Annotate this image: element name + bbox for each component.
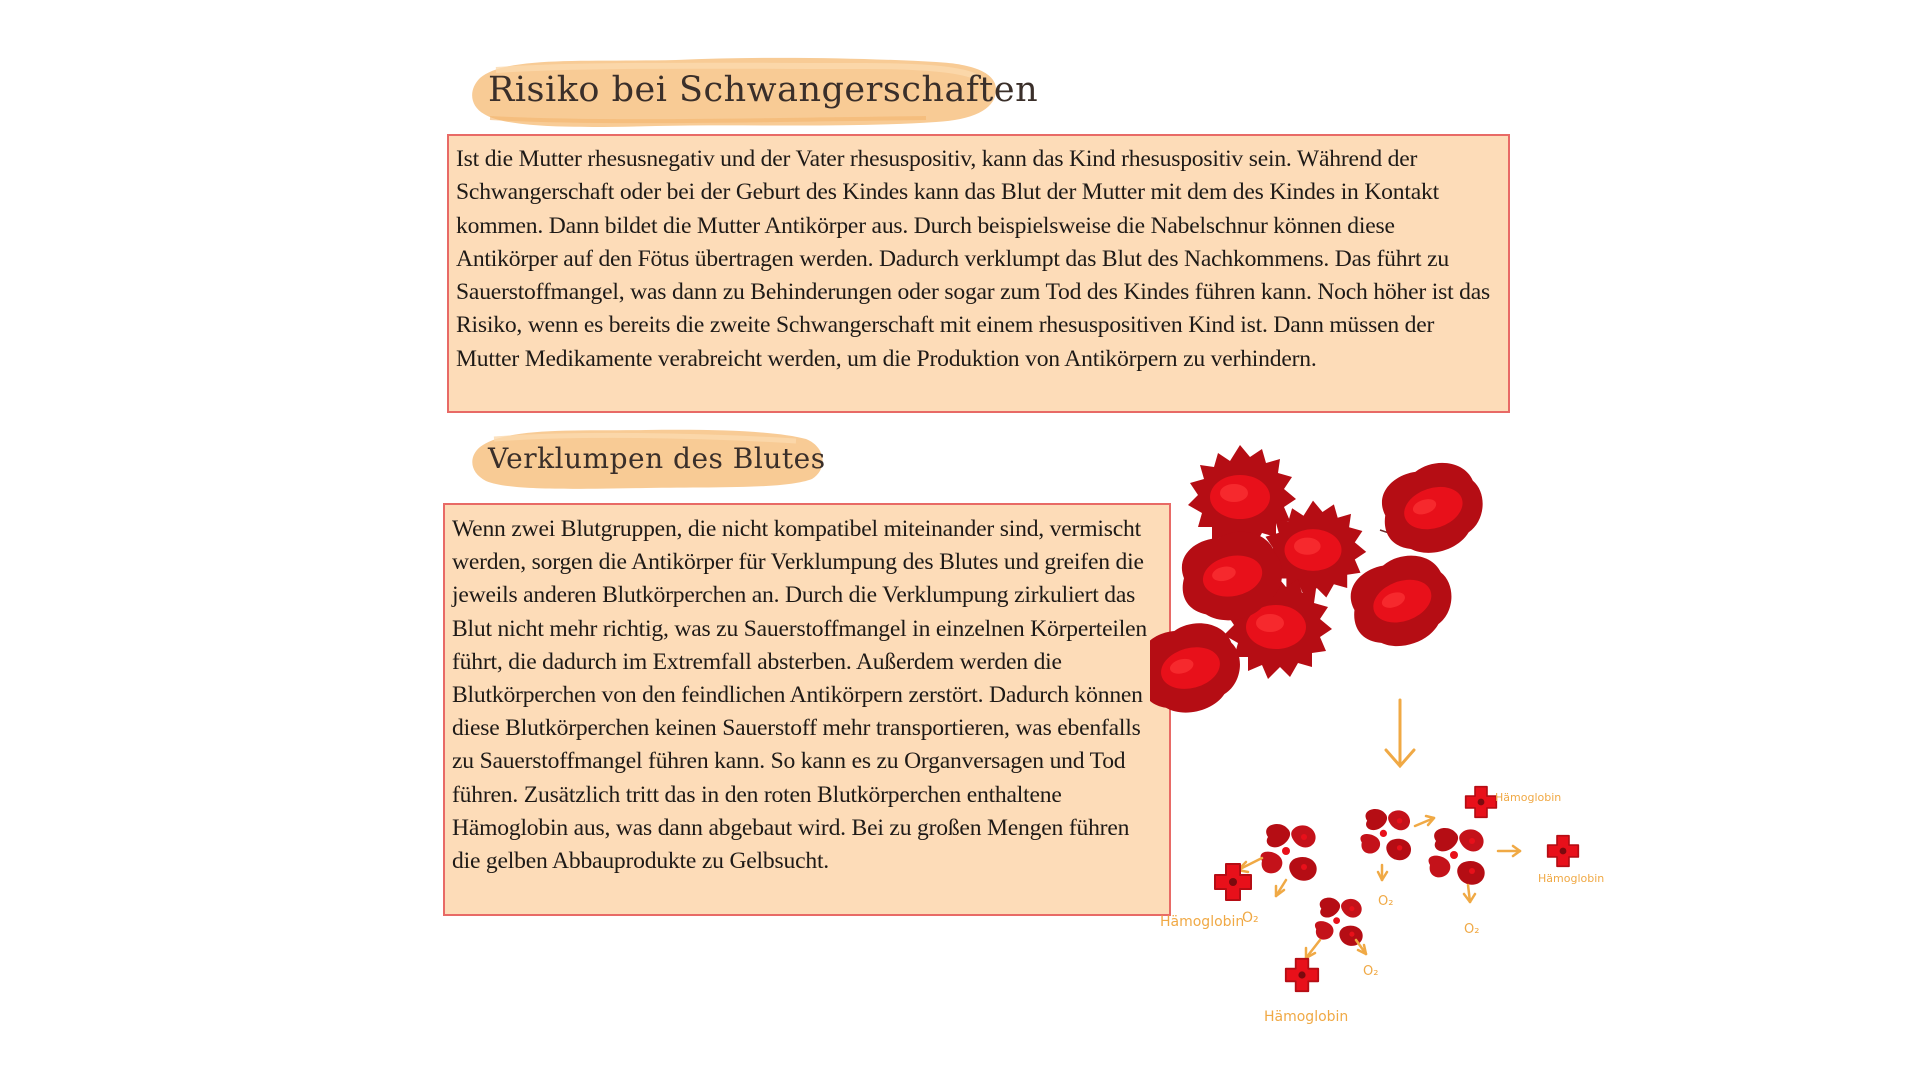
oxygen-label: O₂ [1464, 922, 1480, 937]
hemoglobin-icon [1286, 959, 1318, 991]
destroyed-cell [1360, 809, 1411, 860]
destroyed-cell [1261, 824, 1317, 881]
section-heading-clumping [466, 421, 830, 495]
destroyed-cell [1429, 828, 1485, 885]
oxygen-label: O₂ [1378, 894, 1394, 909]
hemoglobin-icon [1548, 836, 1579, 867]
risk-text-box [447, 134, 1510, 413]
down-arrow-icon [1386, 700, 1414, 766]
hemoglobin-icon [1466, 787, 1497, 818]
illustration-drawing [1150, 440, 1610, 1040]
destroyed-cell [1315, 898, 1363, 946]
clumping-paragraph: Wenn zwei Blutgruppen, die nicht kompatibel miteinander sind, vermischt werden, sorgen die Antikörper für Verklumpung des Blutes und greifen die jeweils anderen Blutkörperchen an. Durch die Verklumpung zirkuliert das Blut nicht mehr richtig, was zu Sauerstoffmangel in einzelnen Körperteilen führt, die dadurch im Extremfall absterben. Außerdem werden die Blutkörperchen von den feindlichen Antikörpern zerstört. Dadurch können diese Blutkörperchen keinen Sauerstoff mehr transportieren, was ebenfalls zu Sauerstoffmangel führen kann. So kann es zu Organversagen und Tod führen. Zusätzlich tritt das in den roten Blutkörperchen enthaltene Hämoglobin aus, was dann abgebaut wird. Bei zu großen Mengen führen die gelben Abbauprodukte zu Gelbsucht. [452, 516, 1147, 875]
hemoglobin-label: Hämoglobin [1160, 914, 1245, 930]
risk-paragraph: Ist die Mutter rhesusnegativ und der Vater rhesuspositiv, kann das Kind rhesuspositiv sein. Während der Schwangerschaft oder bei der Geburt des Kindes kann das Blut der Mutter mit dem des Kindes in Kontakt kommen. Dann bildet die Mutter Antikörper aus. Durch beispielsweise die Nabelschnur können diese Antikörper auf den Fötus übertragen werden. Dadurch verklumpt das Blut des Nachkommens. Das führt zu Sauerstoffmangel, was dann zu Behinderungen oder sogar zum Tod des Kindes führen kann. Noch höher ist das Risiko, wenn es bereits die zweite Schwangerschaft mit einem rhesuspositiven Kind ist. Dann müssen der Mutter Medikamente verabreicht werden, um die Produktion von Antikörpern zu verhindern. [456, 146, 1491, 372]
section-heading-risk [466, 48, 1039, 132]
hemoglobin-icon [1215, 864, 1251, 900]
hemoglobin-label: Hämoglobin [1264, 1009, 1349, 1025]
hemoglobin-label: Hämoglobin [1538, 872, 1605, 885]
oxygen-label: O₂ [1242, 910, 1259, 926]
red-blood-cell [1371, 452, 1494, 565]
section-title: Risiko bei Schwangerschaften [488, 70, 1039, 110]
hemoglobin-label: Hämoglobin [1495, 791, 1562, 804]
clumping-text-box [443, 503, 1171, 916]
red-blood-cell [1339, 544, 1464, 660]
oxygen-label: O₂ [1363, 964, 1379, 979]
section-title: Verklumpen des Blutes [488, 441, 826, 475]
blood-clumping-illustration [1150, 440, 1610, 1040]
